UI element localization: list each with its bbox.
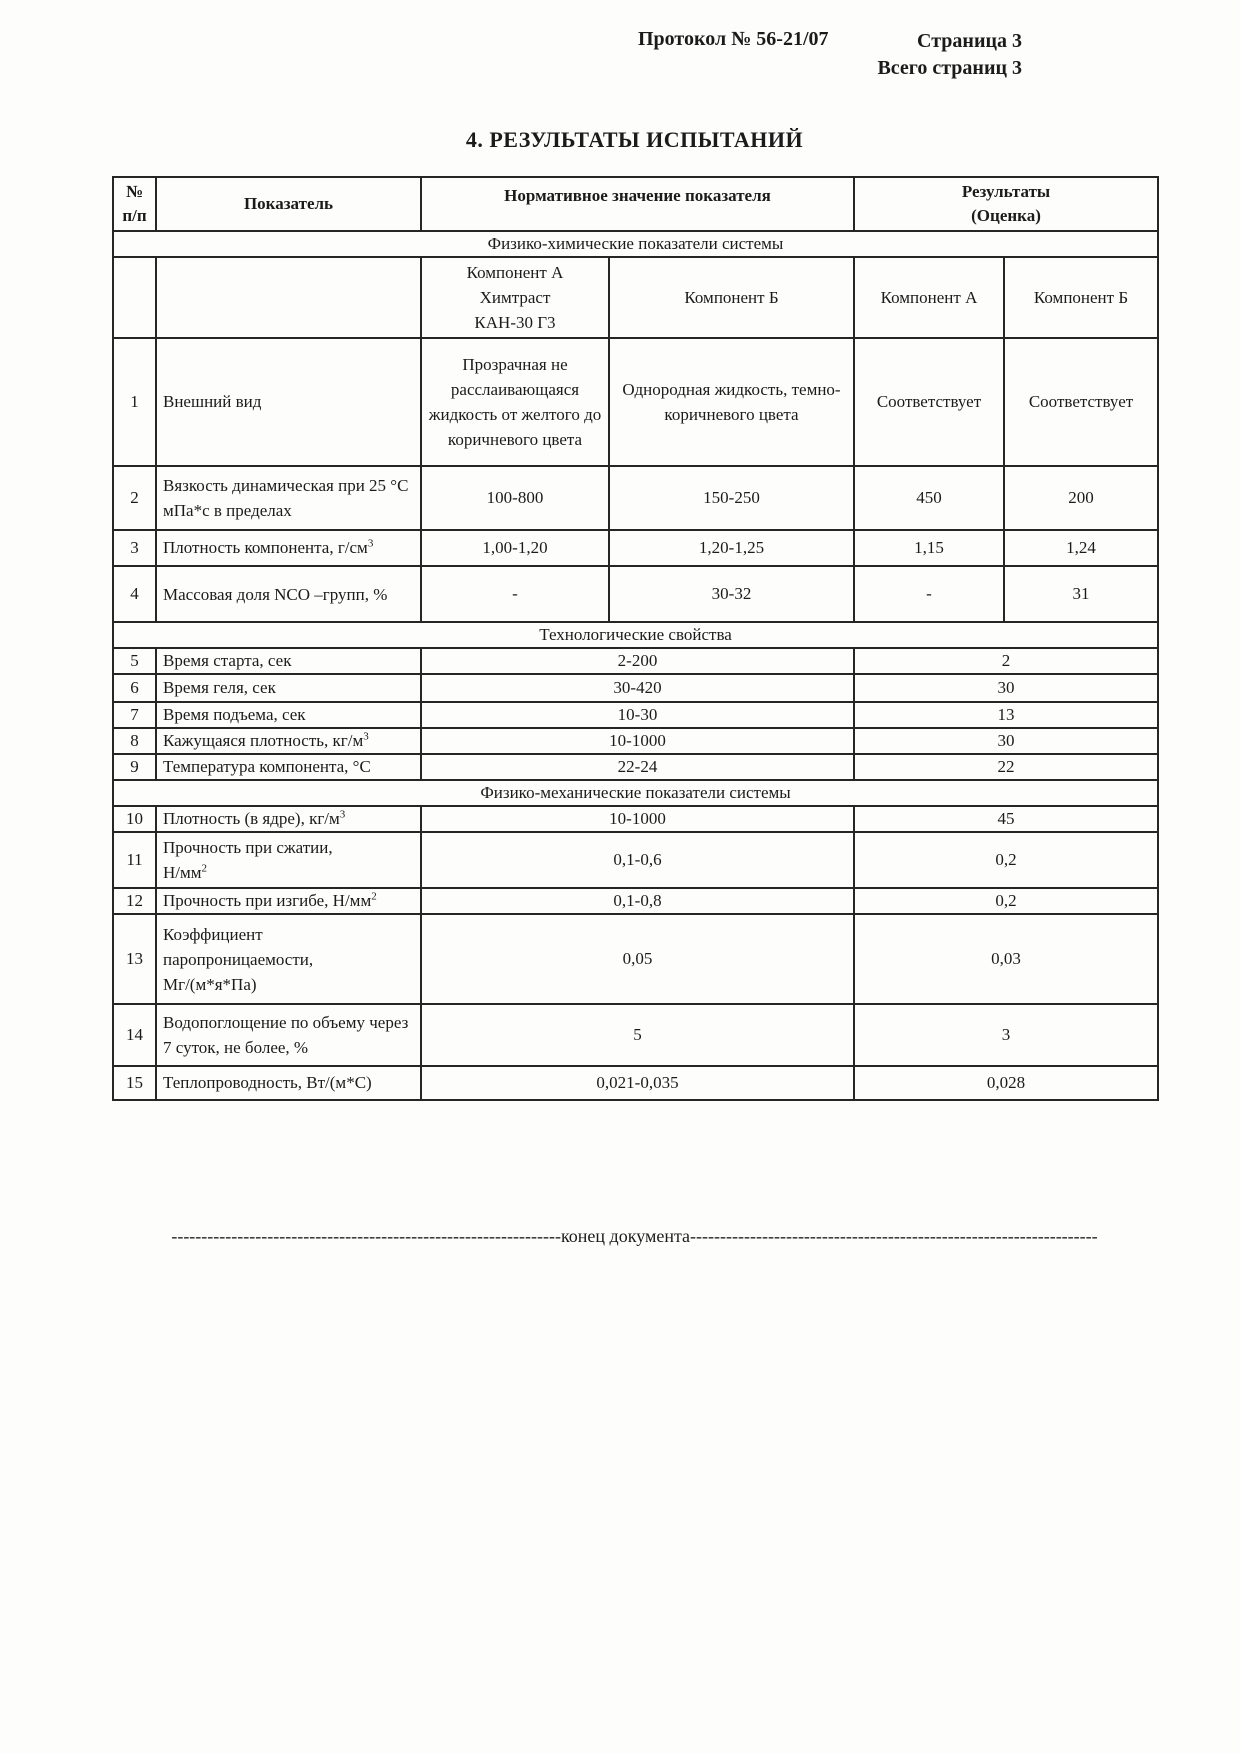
- section-title-phys-mech: Физико-механические показатели системы: [113, 780, 1158, 806]
- end-of-document-line: [112, 1226, 1157, 1247]
- dashes-right: --------------------------------------------------------------------: [690, 1226, 1098, 1246]
- row-num: 1: [113, 338, 156, 466]
- section-tech: [113, 622, 1158, 648]
- result-cell: 22: [854, 754, 1158, 780]
- indicator-cell: Массовая доля NCO –групп, %: [156, 566, 421, 622]
- table-row: [113, 1004, 1158, 1066]
- result-cell: 0,2: [854, 888, 1158, 914]
- page-info: [860, 28, 1022, 82]
- result-b-cell: Соответствует: [1004, 338, 1158, 466]
- norm-cell: 2-200: [421, 648, 854, 674]
- result-b-cell: 200: [1004, 466, 1158, 530]
- table-header-row: [113, 177, 1158, 231]
- page-title: 4. РЕЗУЛЬТАТЫ ИСПЫТАНИЙ: [465, 127, 804, 152]
- subheader-norm-component-a: Компонент А Химтраст КАН-30 Г3: [421, 257, 609, 338]
- result-cell: 30: [854, 674, 1158, 702]
- result-a-cell: -: [854, 566, 1004, 622]
- indicator-cell: Внешний вид: [156, 338, 421, 466]
- row-num: 4: [113, 566, 156, 622]
- row-num: 6: [113, 674, 156, 702]
- table-row: [113, 466, 1158, 530]
- row-num: 10: [113, 806, 156, 832]
- indicator-cell: Прочность при сжатии, $Н/мм^2$: [156, 832, 421, 888]
- indicator-cell: Время геля, сек: [156, 674, 421, 702]
- table-row: [113, 566, 1158, 622]
- indicator-cell: Время подъема, сек: [156, 702, 421, 728]
- norm-cell: 10-1000: [421, 728, 854, 754]
- indicator-cell: Теплопроводность, Вт/(м*С): [156, 1066, 421, 1100]
- table-row: [113, 648, 1158, 674]
- norm-b-cell: Однородная жидкость, темно-коричневого цвета: [609, 338, 854, 466]
- norm-cell: 30-420: [421, 674, 854, 702]
- total-pages: Всего страниц 3: [877, 57, 1022, 79]
- row-num: 3: [113, 530, 156, 566]
- result-cell: 2: [854, 648, 1158, 674]
- norm-a-cell: 100-800: [421, 466, 609, 530]
- norm-cell: 0,1-0,8: [421, 888, 854, 914]
- result-cell: 0,2: [854, 832, 1158, 888]
- result-cell: 3: [854, 1004, 1158, 1066]
- row-num: 2: [113, 466, 156, 530]
- table-row: [113, 728, 1158, 754]
- result-a-cell: 1,15: [854, 530, 1004, 566]
- indicator-cell: Время старта, сек: [156, 648, 421, 674]
- row-num: 8: [113, 728, 156, 754]
- norm-b-cell: 30-32: [609, 566, 854, 622]
- row-num: 9: [113, 754, 156, 780]
- result-cell: 0,028: [854, 1066, 1158, 1100]
- table-row: [113, 338, 1158, 466]
- subheader-res-component-b: Компонент Б: [1004, 257, 1158, 338]
- row-num: 11: [113, 832, 156, 888]
- row-num: 14: [113, 1004, 156, 1066]
- row-num: 15: [113, 1066, 156, 1100]
- section-title-tech: Технологические свойства: [113, 622, 1158, 648]
- norm-cell: 5: [421, 1004, 854, 1066]
- col-header-indicator: Показатель: [156, 177, 421, 231]
- indicator-cell: Кажущаяся плотность, $кг/м^3$: [156, 728, 421, 754]
- result-a-cell: Соответствует: [854, 338, 1004, 466]
- col-header-num: № п/п: [113, 177, 156, 231]
- dashes-left: -----------------------------------------------------------------: [171, 1226, 561, 1246]
- norm-a-cell: -: [421, 566, 609, 622]
- table-row: [113, 702, 1158, 728]
- norm-cell: 22-24: [421, 754, 854, 780]
- section-title-phys-chem: Физико-химические показатели системы: [113, 231, 1158, 257]
- indicator-cell: Водопоглощение по объему через 7 суток, не более, %: [156, 1004, 421, 1066]
- result-b-cell: 31: [1004, 566, 1158, 622]
- col-header-results: Результаты (Оценка): [854, 177, 1158, 231]
- norm-a-cell: Прозрачная не расслаивающаяся жидкость от желтого до коричневого цвета: [421, 338, 609, 466]
- empty-cell: [113, 257, 156, 338]
- indicator-cell: Коэффициент паропроницаемости, Мг/(м*я*Па): [156, 914, 421, 1004]
- row-num: 5: [113, 648, 156, 674]
- result-a-cell: 450: [854, 466, 1004, 530]
- component-subheader-row: [113, 257, 1158, 338]
- norm-cell: 0,1-0,6: [421, 832, 854, 888]
- table-row: [113, 530, 1158, 566]
- subheader-res-component-a: Компонент А: [854, 257, 1004, 338]
- protocol-number: Протокол № 56-21/07: [638, 28, 829, 50]
- table-row: [113, 754, 1158, 780]
- indicator-cell: Плотность компонента, $г/см^3$: [156, 530, 421, 566]
- norm-cell: 0,05: [421, 914, 854, 1004]
- norm-b-cell: 150-250: [609, 466, 854, 530]
- table-row: [113, 888, 1158, 914]
- norm-cell: 10-30: [421, 702, 854, 728]
- section-phys-chem: [113, 231, 1158, 257]
- table-row: [113, 832, 1158, 888]
- results-table: [112, 176, 1159, 1101]
- indicator-cell: Плотность (в ядре), $кг/м^3$: [156, 806, 421, 832]
- indicator-cell: Прочность при изгибе, $Н/мм^2$: [156, 888, 421, 914]
- page-number: Страница 3: [917, 30, 1022, 52]
- col-header-normative: Нормативное значение показателя: [421, 177, 854, 231]
- norm-a-cell: 1,00-1,20: [421, 530, 609, 566]
- table-row: [113, 914, 1158, 1004]
- result-cell: 0,03: [854, 914, 1158, 1004]
- table-row: [113, 806, 1158, 832]
- row-num: 7: [113, 702, 156, 728]
- norm-b-cell: 1,20-1,25: [609, 530, 854, 566]
- table-row: [113, 1066, 1158, 1100]
- result-cell: 30: [854, 728, 1158, 754]
- row-num: 12: [113, 888, 156, 914]
- row-num: 13: [113, 914, 156, 1004]
- norm-cell: 10-1000: [421, 806, 854, 832]
- result-cell: 45: [854, 806, 1158, 832]
- table-row: [113, 674, 1158, 702]
- end-of-document-text: конец документа: [560, 1226, 691, 1246]
- result-b-cell: 1,24: [1004, 530, 1158, 566]
- indicator-cell: Температура компонента, °С: [156, 754, 421, 780]
- subheader-norm-component-b: Компонент Б: [609, 257, 854, 338]
- norm-cell: 0,021-0,035: [421, 1066, 854, 1100]
- empty-cell: [156, 257, 421, 338]
- indicator-cell: Вязкость динамическая при 25 °С мПа*с в пределах: [156, 466, 421, 530]
- section-phys-mech: [113, 780, 1158, 806]
- result-cell: 13: [854, 702, 1158, 728]
